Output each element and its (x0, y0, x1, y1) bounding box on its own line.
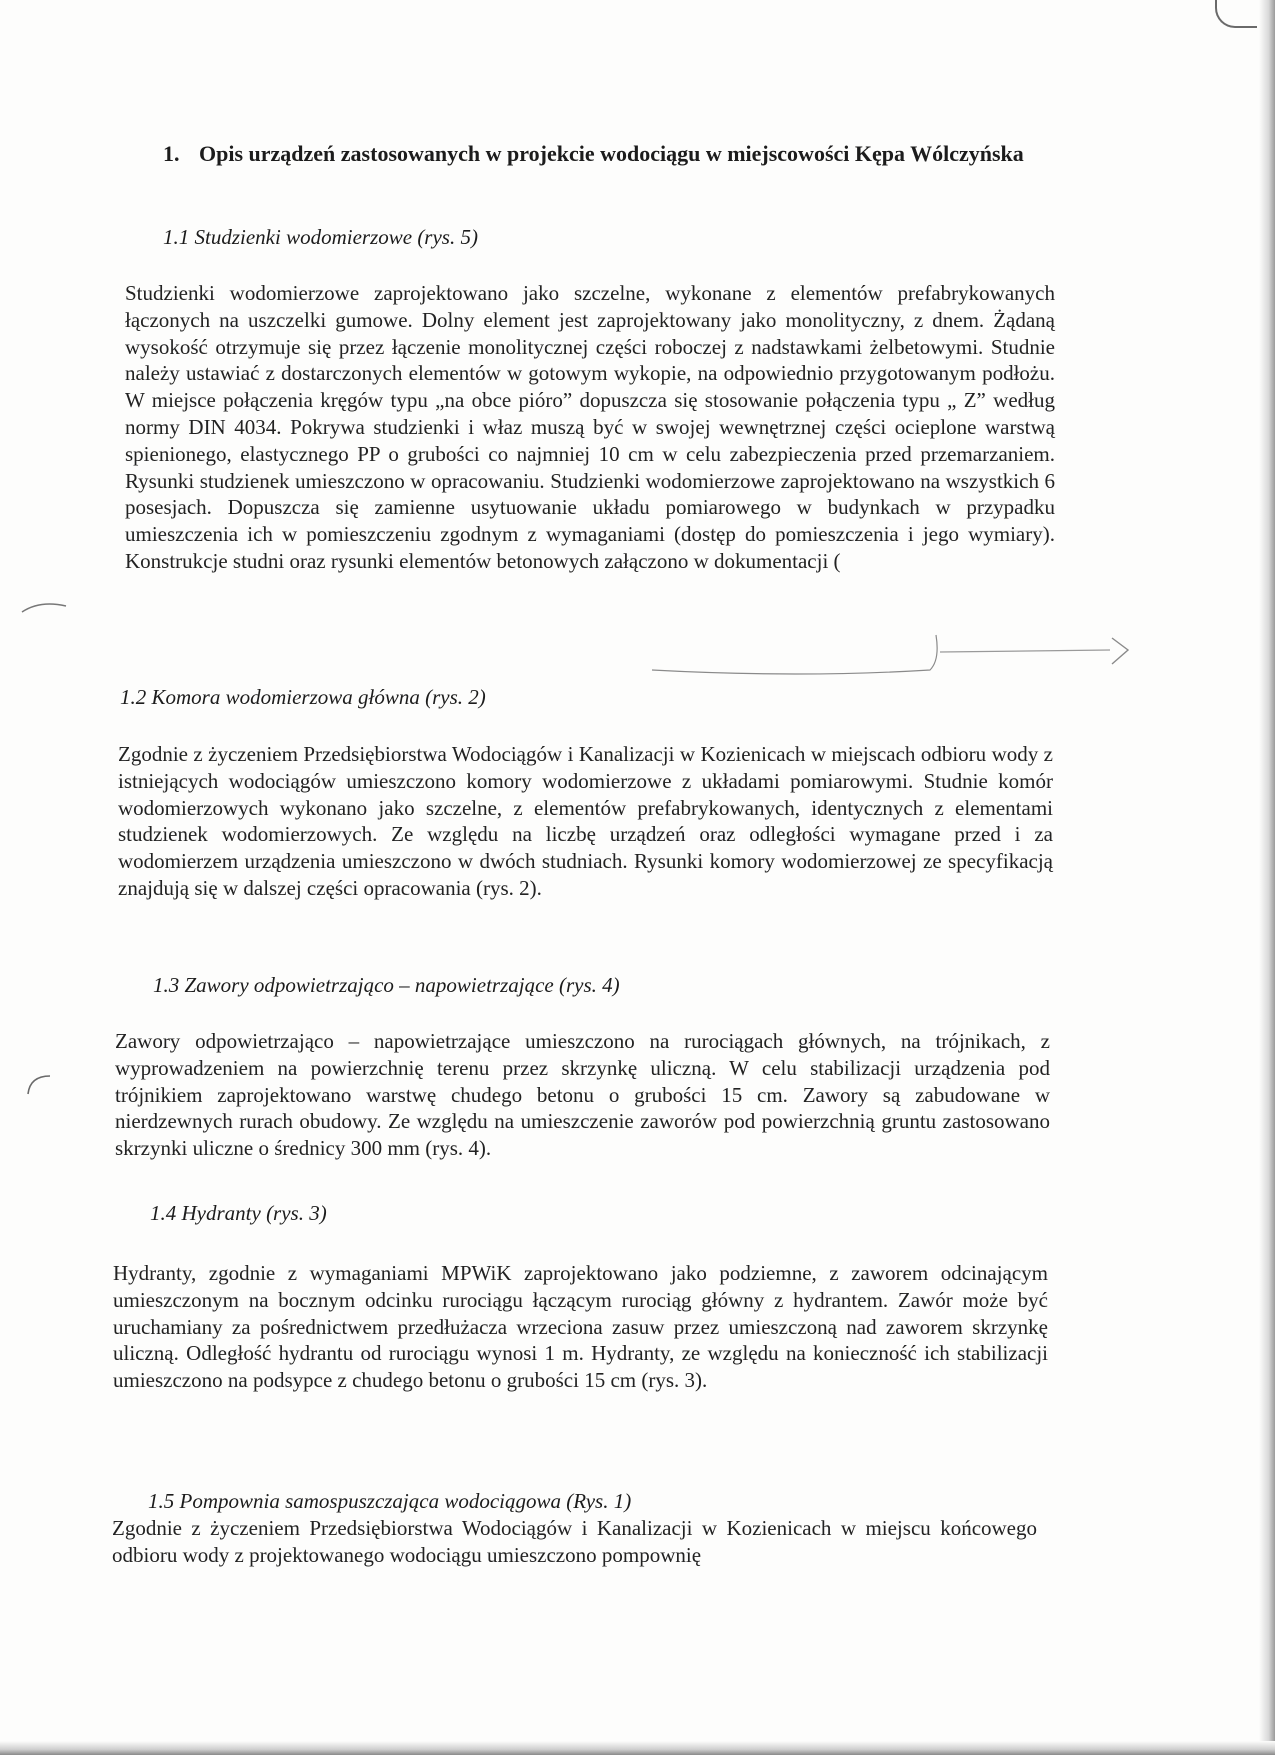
section-1-3-body: Zawory odpowietrzająco – napowietrzające umieszczono na rurociągach głównych, na trójnikach, z wyprowadzeniem na powierzchnię terenu przez skrzynkę uliczną. W celu stabilizacji urządzenia pod trójnikiem zaprojektowano warstwę chudego betonu o grubości 15 cm. Zawory są zabudowane w nierdzewnych rurach obudowy. Ze względu na umieszczenie zaworów pod powierzchnią gruntu zastosowano skrzynki uliczne o średnicy 300 mm (rys. 4). (115, 1029, 1050, 1161)
section-1-5-title: 1.5 Pompownia samospuszczająca wodociągowa (Rys. 1) (148, 1489, 632, 1513)
section-1-3-title: 1.3 Zawory odpowietrzająco – napowietrzające (rys. 4) (153, 973, 620, 997)
document-heading (163, 140, 1043, 168)
margin-punch-mark (24, 1072, 54, 1098)
section-1-1-title: 1.1 Studzienki wodomierzowe (rys. 5) (163, 225, 478, 249)
section-1-2-body: Zgodnie z życzeniem Przedsiębiorstwa Wodociągów i Kanalizacji w Kozienicach w miejscach odbioru wody z istniejących wodociągów umieszczono komory wodomierzowe z układami pomiarowymi. Studnie komór wodomierzowych wykonano jako szczelne, z elementów prefabrykowanych, identycznych z elementami studzienek wodomierzowych. Ze względu na liczbę urządzeń oraz odległości wymagane przed i za wodomierzem urządzenia umieszczono w dwóch studniach. Rysunki komory wodomierzowej ze specyfikacją znajdują się w dalszej części opracowania (rys. 2). (118, 742, 1053, 900)
section-1-2-title: 1.2 Komora wodomierzowa główna (rys. 2) (120, 685, 486, 709)
scan-edge-bottom (0, 1741, 1275, 1755)
handwritten-arrow-mark (650, 630, 1150, 680)
section-1-4-body: Hydranty, zgodnie z wymaganiami MPWiK zaprojektowano jako podziemne, z zaworem odcinającym umieszczonym na bocznym odcinku rurociągu łączącym rurociąg główny z hydrantem. Zawór może być uruchamiany za pośrednictwem przedłużacza wrzeciona zasuw przez umieszczoną nad zaworem skrzynkę uliczną. Odległość hydrantu od rurociągu wynosi 1 m. Hydranty, ze względu na konieczność ich stabilizacji umieszczono na podsypce z chudego betonu o grubości 15 cm (rys. 3). (113, 1261, 1048, 1393)
section-1-1-body: Studzienki wodomierzowe zaprojektowano jako szczelne, wykonane z elementów prefabrykowanych łączonych na uszczelki gumowe. Dolny element jest zaprojektowany jako monolityczny, z dnem. Żądaną wysokość otrzymuje się przez łączenie monolitycznej części roboczej z nadstawkami żelbetowymi. Studnie należy ustawiać z dostarczonych elementów w gotowym wykopie, na odpowiednio przygotowanym podłożu. W miejsce połączenia kręgów typu „na obce pióro” dopuszcza się stosowanie połączenia typu „ Z” według normy DIN 4034. Pokrywa studzienki i właz muszą być w swojej wewnętrznej części ocieplone warstwą spienionego, elastycznego PP o grubości co najmniej 10 cm w celu zabezpieczenia przed przemarzaniem. Rysunki studzienek umieszczono w opracowaniu. Studzienki wodomierzowe zaprojektowano na wszystkich 6 posesjach. Dopuszcza się zamienne usytuowanie układu pomiarowego w budynkach w przypadku umieszczenia ich w pomieszczeniu zgodnym z wymaganiami (dostęp do pomieszczenia i jego wymiary). Konstrukcje studni oraz rysunki elementów betonowych załączono w dokumentacji ( (125, 281, 1055, 573)
margin-pencil-mark (20, 598, 70, 618)
heading-title: Opis urządzeń zastosowanych w projekcie wodociągu w miejscowości Kępa Wólczyńska (199, 141, 1024, 166)
section-1-5-body: Zgodnie z życzeniem Przedsiębiorstwa Wodociągów i Kanalizacji w Kozienicach w miejscu końcowego odbioru wody z projektowanego wodociągu umieszczono pompownię (112, 1516, 1037, 1567)
scan-edge-right (1259, 0, 1275, 1755)
heading-number: 1. (163, 141, 180, 166)
section-1-4-title: 1.4 Hydranty (rys. 3) (150, 1201, 327, 1225)
corner-fold-mark (1215, 0, 1257, 28)
